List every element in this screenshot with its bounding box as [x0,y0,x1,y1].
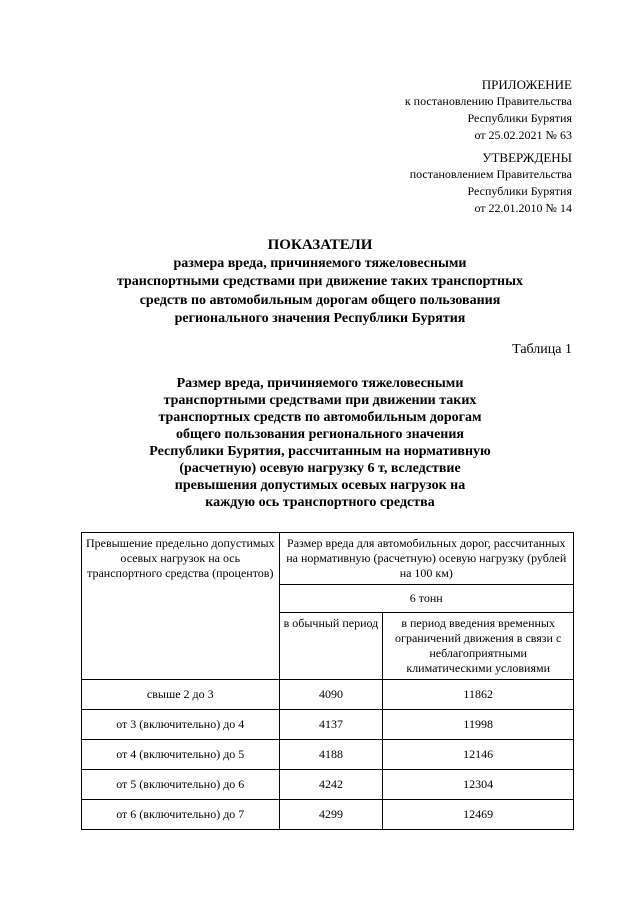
approved-line: Республики Бурятия [467,184,572,198]
table-title-line: транспортных средств по автомобильным дорогам [158,410,482,425]
table-row [82,770,574,800]
document-title-line: регионального значения Республики Бурятия [174,311,466,326]
appendix-line: от 25.02.2021 № 63 [474,128,572,142]
table-title-line: общего пользования регионального значения [175,427,465,442]
row-range: от 4 (включительно) до 5 [82,740,280,770]
table-title-line: Размер вреда, причиняемого тяжеловесными [176,376,464,391]
row-restricted-value: 12469 [383,800,574,830]
row-normal-value: 4188 [279,740,383,770]
document-title [0,236,640,329]
row-normal-value: 4242 [279,770,383,800]
table-title-line: (расчетную) осевую нагрузку 6 т, вследствие [179,461,461,476]
table-row [82,710,574,740]
row-normal-value: 4299 [279,800,383,830]
approved-line: от 22.01.2010 № 14 [474,201,572,215]
row-restricted-value: 11862 [383,680,574,710]
table-title-line: каждую ось транспортного средства [205,495,435,510]
row-range: от 5 (включительно) до 6 [82,770,280,800]
header-overload-percent: Превышение предельно допустимых осевых нагрузок на ось транспортного средства (процентов) [82,533,280,680]
row-restricted-value: 12304 [383,770,574,800]
approved-heading: УТВЕРЖДЕНЫ [482,150,572,165]
document-title-line: транспортными средствами при движение таких транспортных [116,274,524,289]
document-title-line: средств по автомобильным дорогам общего пользования [139,292,501,308]
row-range: от 6 (включительно) до 7 [82,800,280,830]
document-title-main: ПОКАЗАТЕЛИ [267,237,373,253]
appendix-block [405,76,572,144]
appendix-line: к постановлению Правительства [404,94,572,108]
appendix-heading: ПРИЛОЖЕНИЕ [481,77,572,92]
table-title [0,375,640,511]
document-title-line: размера вреда, причиняемого тяжеловесными [173,255,467,271]
approved-block [410,149,572,217]
table-row [82,800,574,830]
damage-table [81,532,574,830]
row-range: от 3 (включительно) до 4 [82,710,280,740]
row-normal-value: 4137 [279,710,383,740]
approved-line: постановлением Правительства [409,167,572,181]
header-damage-amount: Размер вреда для автомобильных дорог, рассчитанных на нормативную (расчетную) осевую нагрузку (рублей на 100 км) [279,533,573,585]
table-title-line: Республики Бурятия, рассчитанным на нормативную [149,444,491,459]
row-normal-value: 4090 [279,680,383,710]
header-normal-period: в обычный период [279,613,383,680]
table-row [82,740,574,770]
appendix-line: Республики Бурятия [467,111,572,125]
table-title-line: превышения допустимых осевых нагрузок на [174,478,466,493]
row-range: свыше 2 до 3 [82,680,280,710]
row-restricted-value: 12146 [383,740,574,770]
header-axle-load: 6 тонн [279,585,573,613]
table-row [82,680,574,710]
header-restricted-period: в период введения временных ограничений движения в связи с неблагоприятными климатическими условиями [383,613,574,680]
row-restricted-value: 11998 [383,710,574,740]
table-number: Таблица 1 [512,342,572,357]
table-title-line: транспортными средствами при движении таких [163,393,477,408]
